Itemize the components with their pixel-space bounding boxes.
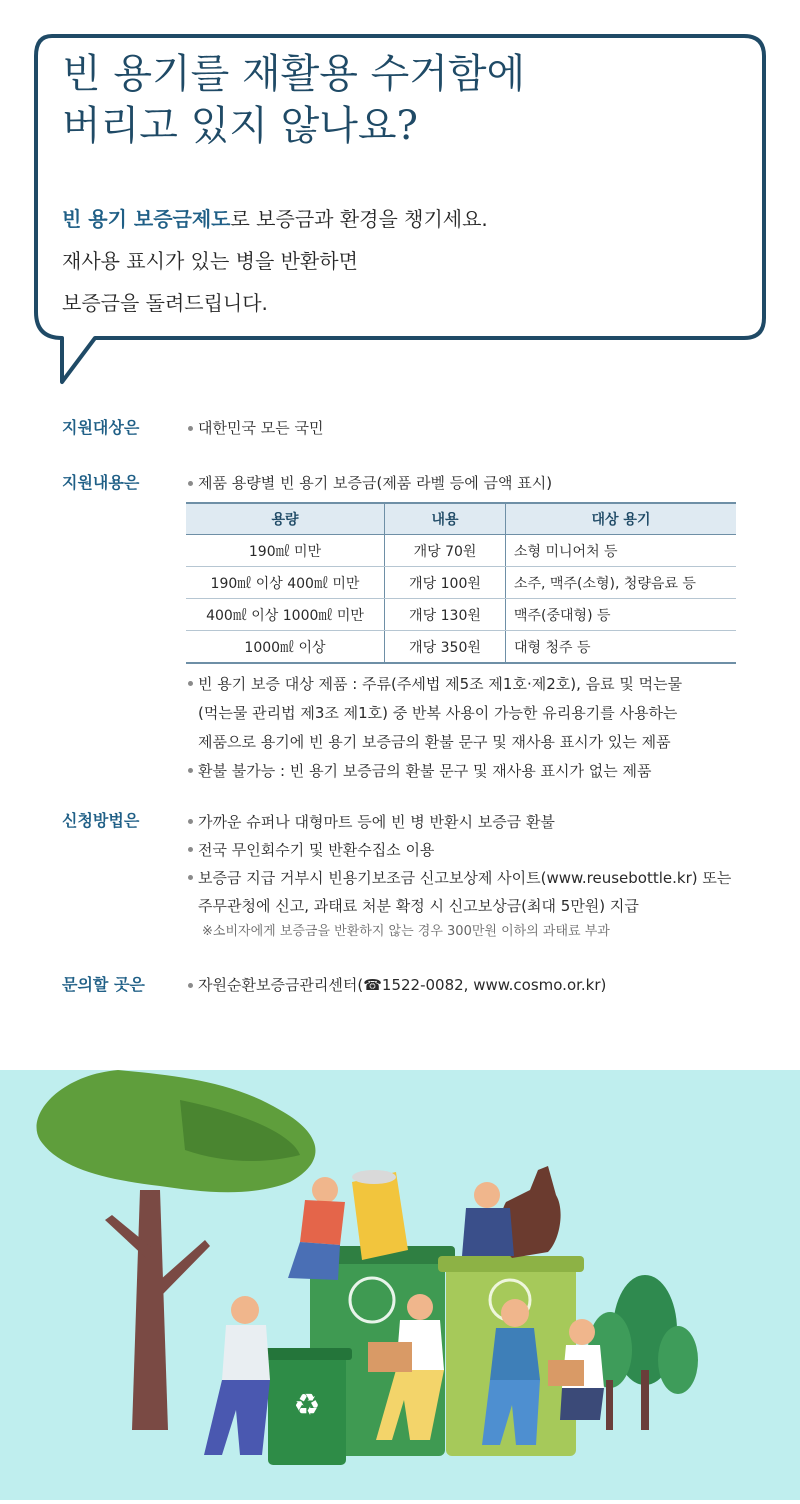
section-method-body <box>186 808 746 944</box>
contact-item: 자원순환보증금관리센터(☎1522-0082, www.cosmo.or.kr) <box>186 972 746 998</box>
table-cell: 개당 130원 <box>385 599 506 631</box>
section-target-label: 지원대상은 <box>62 418 140 437</box>
section-contact-label: 문의할 곳은 <box>62 975 145 994</box>
table-cell: 개당 100원 <box>385 567 506 599</box>
table-cell: 소형 미니어처 등 <box>506 535 737 567</box>
table-row <box>186 567 736 599</box>
table-cell: 맥주(중대형) 등 <box>506 599 737 631</box>
intro-text <box>62 198 488 324</box>
section-content-label: 지원내용은 <box>62 473 140 492</box>
method-item-1: 가까운 슈퍼나 대형마트 등에 빈 병 반환시 보증금 환불 <box>186 808 746 836</box>
table-cell: 190㎖ 미만 <box>186 535 385 567</box>
recycling-scene <box>0 1070 800 1500</box>
table-cell: 400㎖ 이상 1000㎖ 미만 <box>186 599 385 631</box>
table-cell: 대형 청주 등 <box>506 631 737 664</box>
deposit-table <box>186 502 736 664</box>
table-header-container: 대상 용기 <box>506 503 737 535</box>
content-intro: 제품 용량별 빈 용기 보증금(제품 라벨 등에 금액 표시) <box>186 470 746 496</box>
intro-line-1-rest: 로 보증금과 환경을 챙기세요. <box>230 207 488 231</box>
intro-line-1 <box>62 198 488 240</box>
table-header-capacity: 용량 <box>186 503 385 535</box>
method-item-2: 전국 무인회수기 및 반환수집소 이용 <box>186 836 746 864</box>
table-cell: 개당 70원 <box>385 535 506 567</box>
section-contact-body <box>186 972 746 998</box>
section-method-label: 신청방법은 <box>62 811 140 830</box>
table-header-row <box>186 503 736 535</box>
headline-line-2: 버리고 있지 않나요? <box>62 103 418 149</box>
ineligible-note: 환불 불가능 : 빈 용기 보증금의 환불 문구 및 재사용 표시가 없는 제품 <box>186 757 746 786</box>
table-cell: 1000㎖ 이상 <box>186 631 385 664</box>
headline-line-1: 빈 용기를 재활용 수거함에 <box>62 51 526 97</box>
intro-line-3: 보증금을 돌려드립니다. <box>62 291 268 315</box>
recycling-illustration <box>0 1070 800 1500</box>
table-cell: 소주, 맥주(소형), 청량음료 등 <box>506 567 737 599</box>
table-header-amount: 내용 <box>385 503 506 535</box>
intro-highlight: 빈 용기 보증금제도 <box>62 207 231 231</box>
target-item: 대한민국 모든 국민 <box>186 415 746 441</box>
method-item-3: 보증금 지급 거부시 빈용기보조금 신고보상제 사이트(www.reusebottle.kr) 또는 <box>186 864 746 892</box>
table-cell: 190㎖ 이상 400㎖ 미만 <box>186 567 385 599</box>
table-row <box>186 631 736 664</box>
intro-line-2: 재사용 표시가 있는 병을 반환하면 <box>62 249 358 273</box>
eligible-note: 빈 용기 보증 대상 제품 : 주류(주세법 제5조 제1호·제2호), 음료 및 먹는물 <box>186 670 746 699</box>
svg-text:♻: ♻ <box>293 1388 321 1423</box>
eligible-note-cont-2: 제품으로 용기에 빈 용기 보증금의 환불 문구 및 재사용 표시가 있는 제품 <box>198 733 671 751</box>
speech-bubble <box>0 0 800 390</box>
method-item-3-cont: 주무관청에 신고, 과태료 처분 확정 시 신고보상금(최대 5만원) 지급 <box>198 897 639 915</box>
table-row <box>186 599 736 631</box>
method-penalty-note: ※소비자에게 보증금을 반환하지 않는 경우 300만원 이하의 과태료 부과 <box>202 924 610 939</box>
table-cell: 개당 350원 <box>385 631 506 664</box>
section-content-body <box>186 470 746 786</box>
section-target-content <box>186 415 746 441</box>
headline <box>62 48 525 152</box>
eligible-note-cont-1: (먹는물 관리법 제3조 제1호) 중 반복 사용이 가능한 유리용기를 사용하는 <box>198 704 678 722</box>
table-row <box>186 535 736 567</box>
